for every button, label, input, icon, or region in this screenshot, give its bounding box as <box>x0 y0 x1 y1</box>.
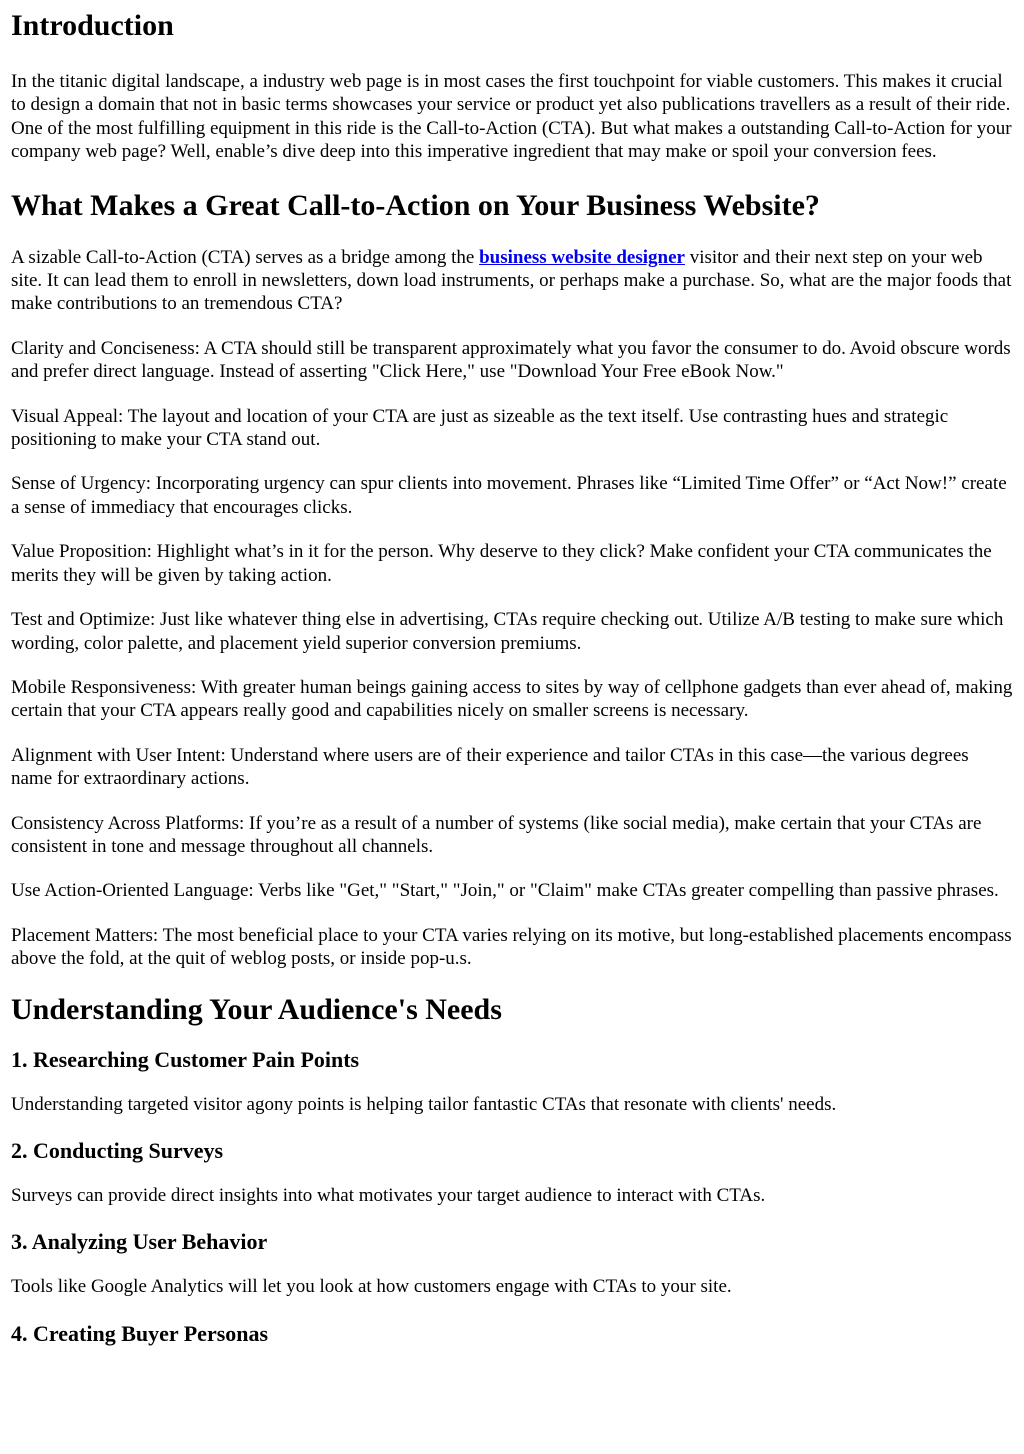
subheading-pain-points: 1. Researching Customer Pain Points <box>11 1046 360 1072</box>
cta-lead-text-after: visitor and their next step on your web site. It can lead them to enroll in newsletters, down load instruments, or perhaps make a purchase. So, what are the major foods that make contributions to an tremendous CTA? <box>11 246 1012 315</box>
factor-test-optimize: Test and Optimize: Just like whatever thing else in advertising, CTAs require checking out. Utilize A/B testing to make sure which wording, color palette, and placement yield superior conversion premiums. <box>11 609 1004 654</box>
subheading-user-behavior: 3. Analyzing User Behavior <box>11 1229 268 1255</box>
intro-paragraph: In the titanic digital landscape, a industry web page is in most cases the first touchpoint for viable customers. This makes it crucial to design a domain that not in basic terms showcases your service or product yet also publications travellers as a result of their ride. One of the most fulfilling equipment in this ride is the Call-to-Action (CTA). But what makes a outstanding Call-to-Action for your company web page? Well, enable’s dive deep into this imperative ingredient that may make or spoil your conversion fees. <box>11 71 1012 163</box>
factor-action-language: Use Action-Oriented Language: Verbs like "Get," "Start," "Join," or "Claim" make CTAs greater compelling than passive phrases. <box>11 880 999 902</box>
heading-audience-needs: Understanding Your Audience's Needs <box>11 992 502 1026</box>
factor-value-proposition: Value Proposition: Highlight what’s in it for the person. Why deserve to they click? Make confident your CTA communicates the merits they will be given by taking action. <box>11 541 992 586</box>
factor-placement: Placement Matters: The most beneficial place to your CTA varies relying on its motive, but long-established placements encompass above the fold, at the quit of weblog posts, or inside pop-u.s. <box>11 924 1012 970</box>
heading-introduction: Introduction <box>11 9 174 42</box>
factor-urgency: Sense of Urgency: Incorporating urgency can spur clients into movement. Phrases like “Limited Time Offer” or “Act Now!” create a sense of immediacy that encourages clicks. <box>11 473 1007 518</box>
cta-lead-paragraph <box>11 246 1014 316</box>
business-website-designer-link[interactable]: business website designer <box>479 246 685 268</box>
cta-lead-text-before: A sizable Call-to-Action (CTA) serves as a bridge among the <box>11 246 480 268</box>
factor-user-intent: Alignment with User Intent: Understand where users are of their experience and tailor CTAs in this case—the various degrees name for extraordinary actions. <box>11 744 969 790</box>
paragraph-user-behavior: Tools like Google Analytics will let you look at how customers engage with CTAs to your site. <box>11 1276 732 1298</box>
heading-great-cta: What Makes a Great Call-to-Action on Your Business Website? <box>11 188 820 222</box>
factor-clarity: Clarity and Conciseness: A CTA should still be transparent approximately what you favor the consumer to do. Avoid obscure words and prefer direct language. Instead of asserting "Click Here," use "Download Your Free eBook Now." <box>11 337 1011 383</box>
factor-visual-appeal: Visual Appeal: The layout and location of your CTA are just as sizeable as the text itself. Use contrasting hues and strategic positioning to make your CTA stand out. <box>11 405 949 451</box>
subheading-buyer-personas: 4. Creating Buyer Personas <box>11 1320 269 1346</box>
article <box>0 8 1024 1347</box>
factor-consistency: Consistency Across Platforms: If you’re as a result of a number of systems (like social media), make certain that your CTAs are consistent in tone and message throughout all channels. <box>11 812 982 857</box>
paragraph-surveys: Surveys can provide direct insights into what motivates your target audience to interact with CTAs. <box>11 1184 766 1206</box>
factor-mobile-responsiveness: Mobile Responsiveness: With greater human beings gaining access to sites by way of cellphone gadgets than ever ahead of, making certain that your CTA appears really good and capabilities nicely on smaller screens is necessary. <box>11 676 1013 722</box>
paragraph-pain-points: Understanding targeted visitor agony points is helping tailor fantastic CTAs that resonate with clients' needs. <box>11 1093 837 1115</box>
subheading-surveys: 2. Conducting Surveys <box>11 1137 224 1163</box>
